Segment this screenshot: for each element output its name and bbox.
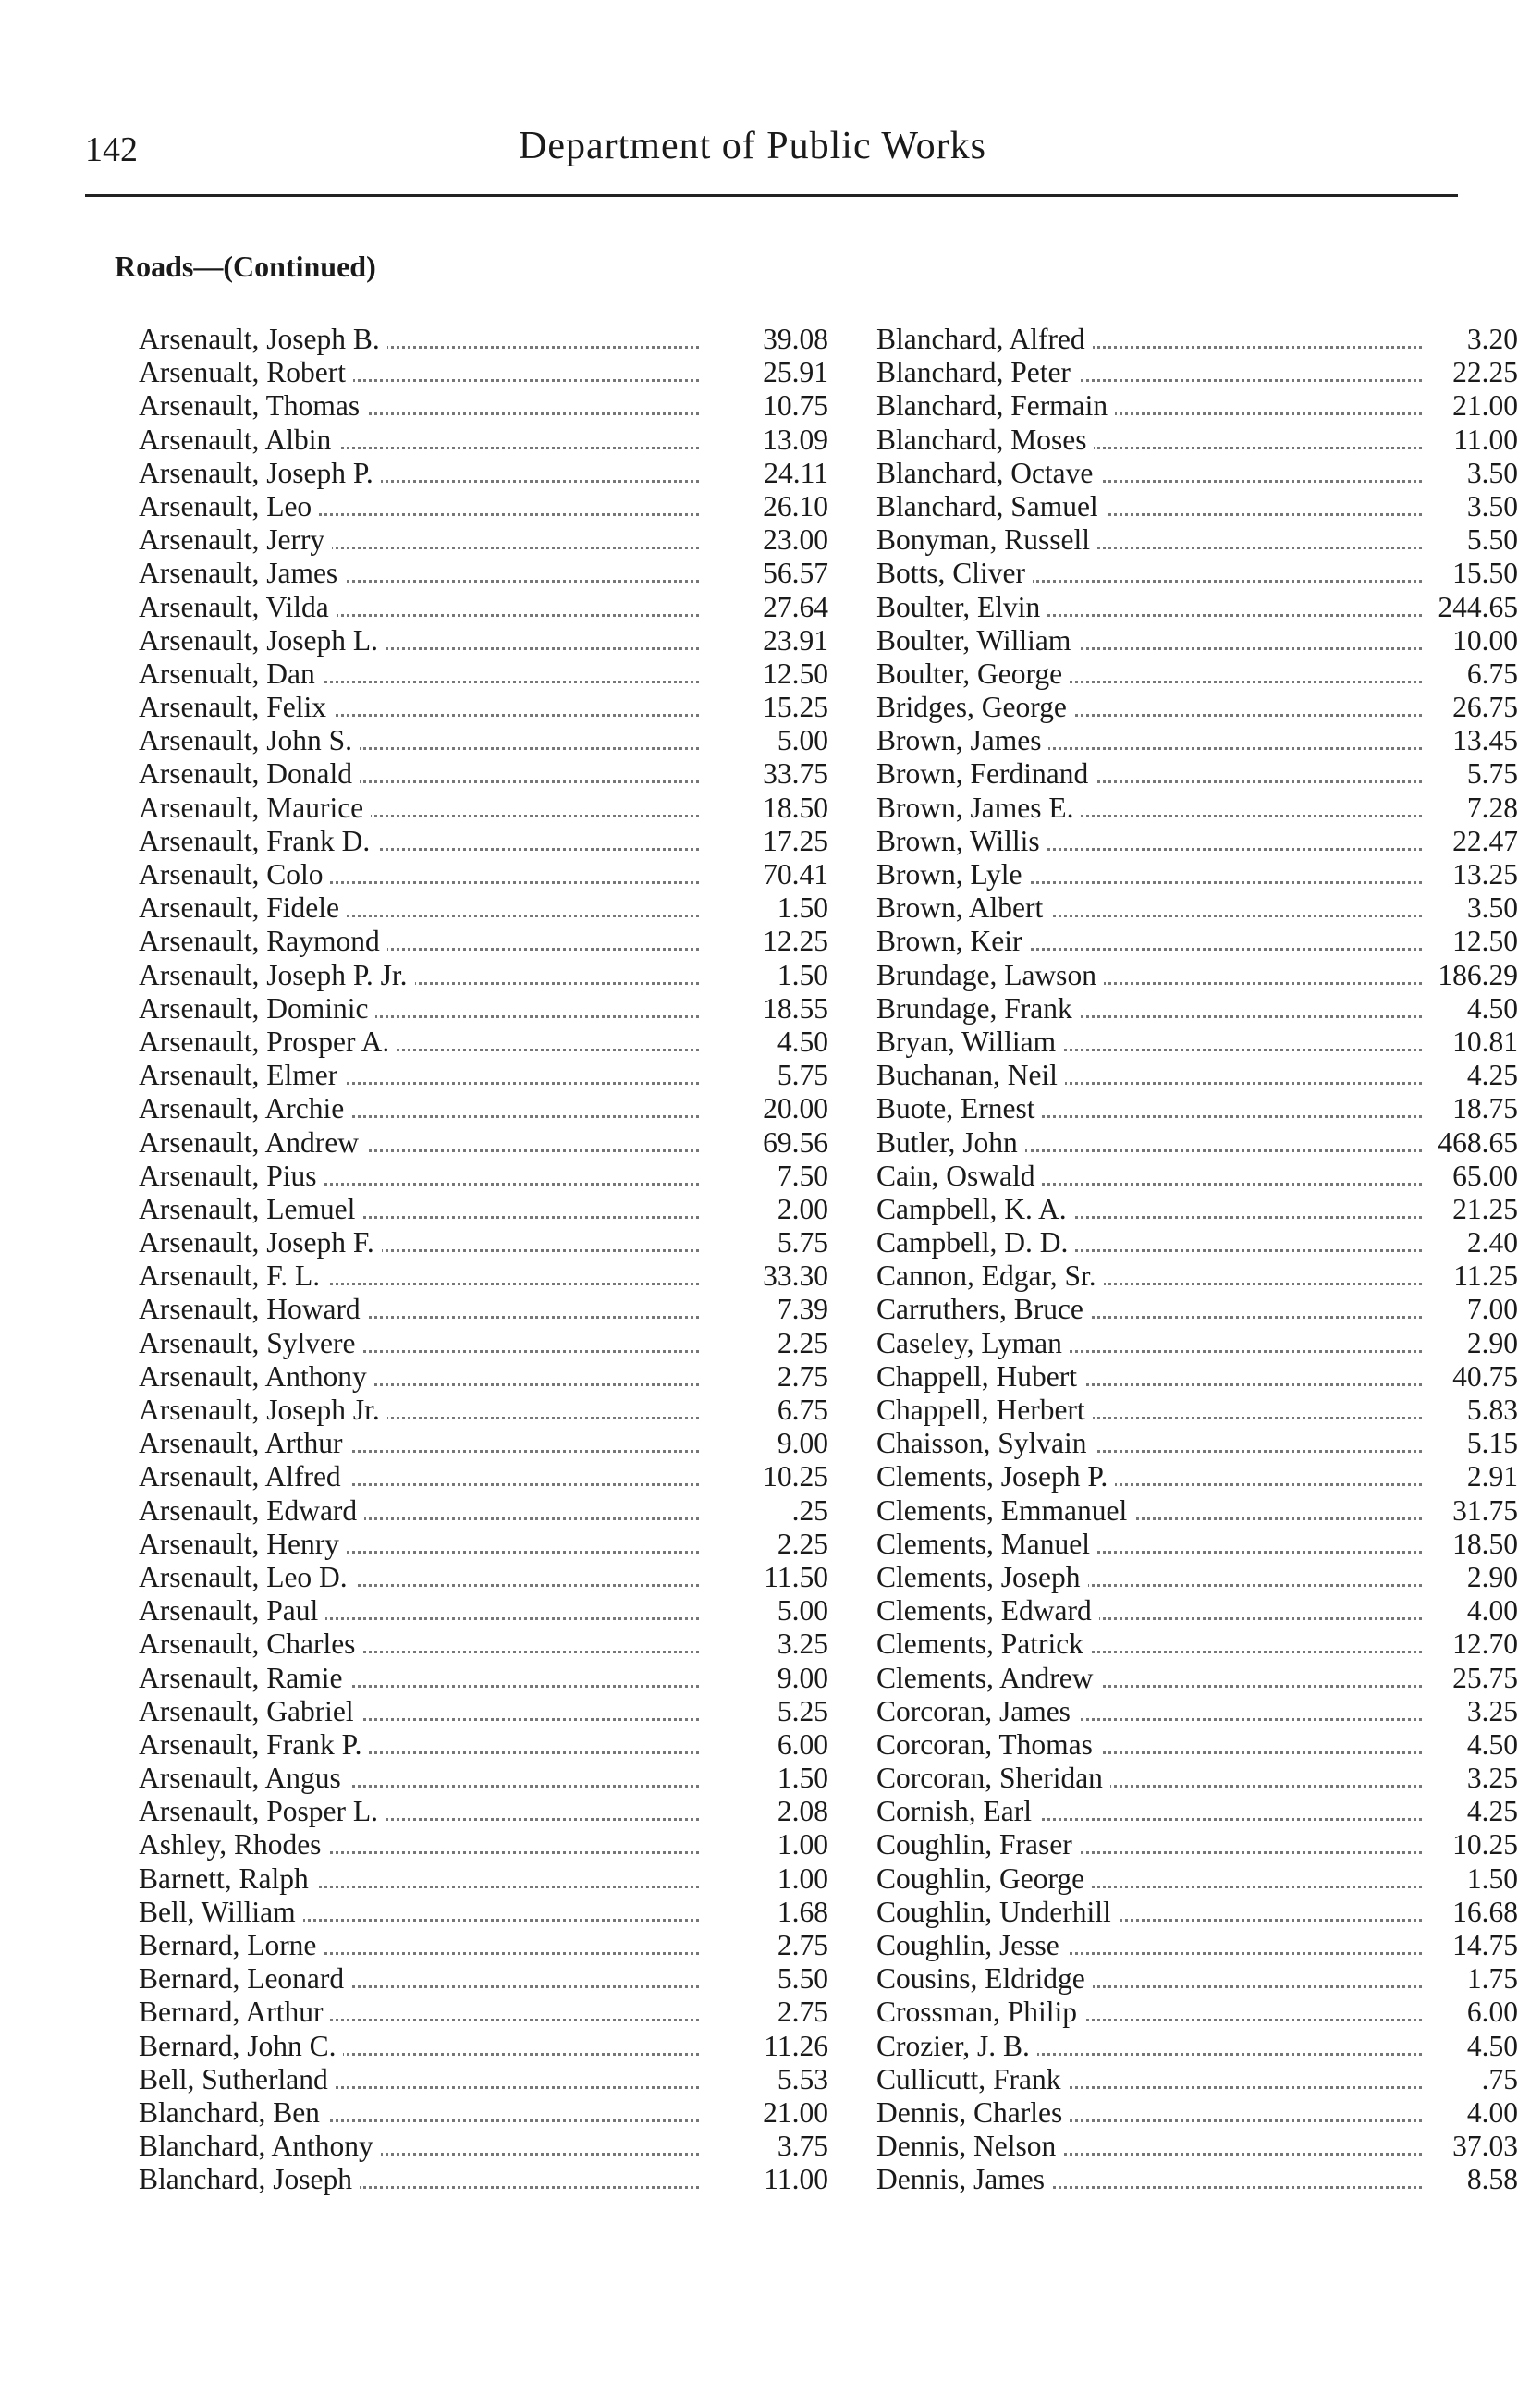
payee-name: Caseley, Lyman [876,1327,1070,1360]
payee-name: Cornish, Earl [876,1795,1039,1828]
payee-name: Clements, Joseph P. [876,1460,1115,1493]
payment-amount: 25.75 [1452,1661,1518,1694]
dot-leader [1024,1718,1422,1721]
payment-amount: 21.25 [1452,1192,1518,1225]
payment-amount: 8.58 [1466,2163,1518,2196]
payment-amount: 4.25 [1466,1059,1518,1092]
payee-name: Arsenault, Paul [139,1594,325,1628]
payee-name: Brown, Keir [876,925,1029,958]
payee-name: Brown, Lyle [876,858,1030,891]
payment-amount: 26.75 [1452,691,1518,724]
dot-leader [287,681,699,683]
payment-amount: 22.47 [1452,824,1518,857]
dot-leader [287,614,699,617]
payment-amount: 1.00 [777,1861,828,1895]
payee-name: Arsenault, Joseph P. Jr. [139,959,415,992]
dot-leader [1024,2053,1422,2056]
payment-amount: 2.91 [1466,1460,1518,1493]
payee-name: Clements, Patrick [876,1628,1091,1661]
payment-amount: 4.00 [1466,1594,1518,1628]
payment-amount: 7.50 [777,1159,828,1192]
dot-leader [1024,379,1422,382]
payee-name: Clements, Edward [876,1594,1099,1628]
payee-name: Arsenault, Fidele [139,891,347,925]
payee-name: Cain, Oswald [876,1160,1042,1193]
payment-amount: 24.11 [764,456,828,489]
dot-leader [287,2053,699,2056]
dot-leader [287,447,699,449]
dot-leader [287,1617,699,1620]
payee-name: Ashley, Rhodes [139,1828,328,1861]
payee-name: Arsenault, Donald [139,757,360,791]
payment-amount: 5.75 [777,1059,828,1092]
payment-amount: 2.25 [777,1527,828,1560]
dot-leader [1024,614,1422,617]
payee-name: Coughlin, Fraser [876,1828,1080,1861]
payee-name: Arsenault, Arthur [139,1427,349,1460]
dot-leader [287,2119,699,2122]
dot-leader [1024,681,1422,683]
payee-name: Bridges, George [876,691,1074,724]
payment-amount: 1.50 [777,958,828,991]
payee-name: Arsenault, Posper L. [139,1795,386,1828]
payment-amount: .75 [1481,2062,1518,2095]
payee-name: Arsenault, Colo [139,858,330,891]
payment-amount: 4.50 [777,1025,828,1058]
payment-amount: 21.00 [763,2095,828,2129]
dot-leader [1024,1183,1422,1186]
dot-leader [1024,1818,1422,1821]
payee-name: Carruthers, Bruce [876,1293,1091,1326]
payee-name: Chappell, Hubert [876,1360,1084,1394]
payment-amount: 11.00 [764,2163,828,2196]
payment-amount: 2.08 [777,1795,828,1828]
payee-name: Arsenault, F. L. [139,1259,327,1293]
payee-name: Blanchard, Alfred [876,323,1093,356]
payee-name: Arsenault, Howard [139,1293,368,1326]
payee-name: Blanchard, Joseph [139,2163,360,2196]
payee-name: Coughlin, George [876,1862,1092,1896]
payee-name: Clements, Manuel [876,1528,1097,1561]
dot-leader [287,580,699,583]
payment-amount: 2.75 [777,1359,828,1393]
dot-leader [1024,1149,1422,1152]
payee-name: Blanchard, Ben [139,2096,327,2130]
payee-name: Corcoran, Thomas [876,1728,1100,1762]
payee-name: Brown, James E. [876,792,1081,825]
payee-name: Arsenault, Gabriel [139,1695,361,1728]
payee-name: Arsenualt, Dan [139,657,323,691]
payment-amount: 25.91 [763,356,828,389]
dot-leader [1024,1350,1422,1353]
payee-name: Bryan, William [876,1026,1063,1059]
payment-amount: 10.25 [763,1460,828,1493]
payee-name: Boulter, William [876,624,1078,657]
section-heading: Roads—(Continued) [115,250,376,283]
payee-name: Dennis, Nelson [876,2130,1063,2163]
payment-amount: 5.83 [1466,1394,1518,1426]
payment-amount: 56.57 [763,557,828,590]
payee-name: Chappell, Herbert [876,1394,1093,1427]
payee-name: Arsenault, Felix [139,691,334,724]
payment-amount: 2.25 [777,1326,828,1359]
payee-name: Brundage, Lawson [876,959,1104,992]
payment-amount: 10.25 [1452,1828,1518,1861]
payment-amount: 4.50 [1466,2029,1518,2062]
payee-name: Cannon, Edgar, Sr. [876,1259,1104,1293]
dot-leader [1024,2153,1422,2156]
dot-leader [1024,2119,1422,2122]
payee-name: Crozier, J. B. [876,2030,1037,2063]
payee-name: Dennis, James [876,2163,1052,2196]
payment-amount: 4.25 [1466,1795,1518,1828]
payee-name: Arsenault, Maurice [139,792,371,825]
payment-amount: 10.81 [1452,1025,1518,1058]
payment-amount: 16.68 [1452,1895,1518,1928]
payment-amount: 7.28 [1466,791,1518,824]
payment-amount: 12.50 [1452,925,1518,958]
payee-name: Arsenualt, Robert [139,356,353,389]
payment-amount: 2.75 [777,1929,828,1961]
payment-amount: 1.50 [777,891,828,925]
payee-name: Barnett, Ralph [139,1862,316,1896]
payment-amount: 13.45 [1452,724,1518,757]
payment-amount: 2.90 [1466,1326,1518,1359]
payee-name: Campbell, D. D. [876,1226,1075,1259]
payment-amount: 3.25 [1466,1694,1518,1727]
payee-name: Arsenault, Pius [139,1160,324,1193]
payee-name: Arsenault, Joseph Jr. [139,1394,387,1427]
payment-amount: 12.50 [763,657,828,690]
payment-amount: 5.75 [1466,757,1518,791]
dot-leader [287,1082,699,1085]
payment-amount: 13.09 [763,423,828,456]
payment-amount: 5.53 [777,2062,828,2095]
payment-amount: 33.75 [763,757,828,791]
payment-amount: 18.75 [1452,1092,1518,1125]
dot-leader [1024,815,1422,817]
dot-leader [1024,1082,1422,1085]
payment-amount: 10.00 [1452,623,1518,657]
payment-amount: 1.50 [777,1762,828,1795]
dot-leader [287,513,699,516]
payment-amount: 3.50 [1466,456,1518,489]
payee-name: Arsenault, Elmer [139,1059,345,1092]
dot-leader [1024,915,1422,917]
payment-amount: 69.56 [763,1125,828,1159]
payment-amount: 23.91 [763,623,828,657]
payee-name: Arsenault, Leo D. [139,1561,355,1594]
payee-name: Arsenault, Joseph P. [139,457,381,490]
payee-name: Brundage, Frank [876,992,1080,1026]
payee-name: Cousins, Eldridge [876,1962,1093,1996]
payment-amount: 15.50 [1452,557,1518,590]
payment-amount: 3.50 [1466,891,1518,925]
payee-name: Arsenault, Archie [139,1092,351,1125]
payee-name: Arsenault, Angus [139,1762,349,1795]
payment-amount: 1.75 [1466,1962,1518,1996]
payee-name: Butler, John [876,1126,1025,1160]
payment-amount: 3.20 [1466,323,1518,355]
payment-amount: 14.75 [1452,1929,1518,1961]
payee-name: Arsenault, Ramie [139,1662,349,1695]
payment-amount: 33.30 [763,1259,828,1293]
payee-name: Coughlin, Underhill [876,1896,1119,1929]
dot-leader [287,1283,699,1285]
payee-name: Bernard, Lorne [139,1929,324,1962]
payment-amount: 5.50 [1466,523,1518,557]
payee-name: Arsenault, Henry [139,1528,347,1561]
payment-amount: 18.55 [763,991,828,1025]
dot-leader [1024,848,1422,851]
payee-name: Arsenault, Joseph L. [139,624,386,657]
dot-leader [1024,948,1422,951]
payee-name: Arsenault, Leo [139,490,319,523]
payment-amount: 186.29 [1438,958,1518,991]
payee-name: Buchanan, Neil [876,1059,1065,1092]
payee-name: Brown, James [876,724,1048,757]
payee-name: Bernard, Arthur [139,1996,330,2029]
dot-leader [287,1851,699,1854]
dot-leader [1024,1851,1422,1854]
payment-amount: 31.75 [1452,1493,1518,1527]
payment-amount: 3.50 [1466,489,1518,522]
payment-amount: 1.00 [777,1828,828,1861]
payment-amount: 15.25 [763,691,828,724]
payment-amount: 3.25 [1466,1762,1518,1795]
payee-name: Buote, Ernest [876,1092,1042,1125]
payee-name: Brown, Ferdinand [876,757,1096,791]
payee-name: Cullicutt, Frank [876,2063,1069,2096]
payee-name: Bernard, John C. [139,2030,343,2063]
payee-name: Blanchard, Fermain [876,389,1115,423]
payment-amount: 244.65 [1438,590,1518,623]
payment-amount: 5.15 [1466,1427,1518,1460]
payee-name: Arsenault, Vilda [139,591,337,624]
payment-amount: 27.64 [763,590,828,623]
payee-name: Campbell, K. A. [876,1193,1074,1226]
payment-amount: 2.00 [777,1192,828,1225]
dot-leader [287,1952,699,1955]
payment-amount: 10.75 [763,389,828,423]
payee-name: Arsenault, John S. [139,724,360,757]
payee-name: Bell, William [139,1896,303,1929]
payment-amount: 3.75 [777,2130,828,2163]
payment-amount: 11.00 [1453,423,1518,456]
payee-name: Coughlin, Jesse [876,1929,1067,1962]
dot-leader [1024,881,1422,884]
payment-amount: 70.41 [763,858,828,891]
dot-leader [1024,1952,1422,1955]
payee-name: Blanchard, Anthony [139,2130,381,2163]
payment-amount: 2.40 [1466,1226,1518,1259]
payee-name: Arsenault, Alfred [139,1460,349,1493]
payment-amount: 18.50 [763,791,828,824]
payee-name: Bell, Sutherland [139,2063,336,2096]
payee-name: Arsenault, Edward [139,1494,364,1528]
payment-amount: 6.00 [1466,1996,1518,2029]
payee-name: Arsenault, Frank P. [139,1728,369,1762]
payee-name: Boulter, Elvin [876,591,1047,624]
payee-name: Arsenault, Jerry [139,523,332,557]
payment-amount: 11.50 [764,1560,828,1593]
payment-amount: 21.00 [1452,389,1518,423]
dot-leader [1024,747,1422,750]
payee-name: Dennis, Charles [876,2096,1070,2130]
payment-amount: 5.50 [777,1962,828,1996]
payee-name: Clements, Joseph [876,1561,1088,1594]
payee-name: Bonyman, Russell [876,523,1097,557]
payee-name: Arsenault, Joseph F. [139,1226,382,1259]
payee-name: Arsenault, Andrew [139,1126,366,1160]
dot-leader [287,881,699,884]
payee-name: Crossman, Philip [876,1996,1084,2029]
payment-amount: .25 [791,1493,828,1527]
payee-name: Arsenault, Raymond [139,925,387,958]
dot-leader [1024,1115,1422,1118]
payee-name: Arsenault, Dominic [139,992,375,1026]
payee-name: Clements, Emmanuel [876,1494,1134,1528]
payment-amount: 2.90 [1466,1560,1518,1593]
dot-leader [287,915,699,917]
dot-leader [1024,647,1422,650]
payment-amount: 5.00 [777,724,828,757]
payee-name: Arsenault, Sylvere [139,1327,362,1360]
payment-amount: 5.75 [777,1226,828,1259]
payment-amount: 1.50 [1466,1861,1518,1895]
payment-amount: 5.00 [777,1594,828,1628]
payment-amount: 37.03 [1452,2130,1518,2163]
payment-amount: 7.00 [1466,1293,1518,1326]
dot-leader [287,547,699,549]
payee-name: Boulter, George [876,657,1070,691]
payment-amount: 6.00 [777,1727,828,1761]
payee-name: Brown, Albert [876,891,1050,925]
payee-name: Blanchard, Peter [876,356,1078,389]
dot-leader [1024,580,1422,583]
dot-leader [287,2019,699,2021]
payment-amount: 6.75 [777,1394,828,1426]
header-rule [85,194,1458,197]
payee-name: Corcoran, Sheridan [876,1762,1110,1795]
payment-amount: 4.50 [1466,991,1518,1025]
payment-amount: 7.39 [777,1293,828,1326]
payee-name: Blanchard, Octave [876,457,1100,490]
payment-amount: 5.25 [777,1694,828,1727]
dot-leader [287,1886,699,1888]
payment-amount: 1.68 [777,1895,828,1928]
payment-amount: 11.25 [1453,1259,1518,1293]
dot-leader [287,1919,699,1922]
payee-name: Arsenault, Joseph B. [139,323,387,356]
payment-amount: 4.00 [1466,2095,1518,2129]
dot-leader [1024,1049,1422,1051]
payee-name: Botts, Cliver [876,557,1033,590]
dot-leader [287,1483,699,1486]
payee-name: Clements, Andrew [876,1662,1100,1695]
payee-name: Chaisson, Sylvain [876,1427,1095,1460]
payment-amount: 12.70 [1452,1628,1518,1661]
payment-amount: 20.00 [763,1092,828,1125]
payee-name: Bernard, Leonard [139,1962,351,1996]
payment-amount: 22.25 [1452,356,1518,389]
payee-name: Arsenault, Thomas [139,389,367,423]
payment-amount: 468.65 [1438,1125,1518,1159]
payee-name: Arsenault, Albin [139,424,338,457]
dot-leader [1024,1216,1422,1219]
payee-name: Arsenault, Frank D. [139,825,377,858]
payment-amount: 65.00 [1452,1159,1518,1192]
payment-amount: 39.08 [763,323,828,355]
payment-amount: 12.25 [763,925,828,958]
payment-amount: 9.00 [777,1661,828,1694]
payment-amount: 40.75 [1452,1359,1518,1393]
payee-name: Arsenault, Charles [139,1628,362,1661]
dot-leader [1024,1015,1422,1018]
payment-amount: 18.50 [1452,1527,1518,1560]
running-head: Department of Public Works [519,125,986,167]
payee-name: Arsenault, Prosper A. [139,1026,397,1059]
dot-leader [287,1785,699,1788]
payment-amount: 13.25 [1452,858,1518,891]
payment-amount: 26.10 [763,489,828,522]
payment-amount: 9.00 [777,1427,828,1460]
payment-amount: 3.25 [777,1628,828,1661]
page-number: 142 [85,130,138,169]
dot-leader [287,714,699,717]
dot-leader [287,1183,699,1186]
dot-leader [1024,1249,1422,1252]
dot-leader [287,1551,699,1554]
dot-leader [1024,2186,1422,2189]
payee-name: Brown, Willis [876,825,1047,858]
payee-name: Blanchard, Samuel [876,490,1106,523]
dot-leader [1024,714,1422,717]
payee-name: Corcoran, James [876,1695,1078,1728]
payment-amount: 4.50 [1466,1727,1518,1761]
payment-amount: 23.00 [763,523,828,557]
payment-amount: 11.26 [764,2029,828,2062]
dot-leader [287,2086,699,2089]
payee-name: Blanchard, Moses [876,424,1094,457]
dot-leader [1024,2086,1422,2089]
payment-amount: 2.75 [777,1996,828,2029]
payee-name: Arsenault, Anthony [139,1360,374,1394]
payee-name: Arsenault, Lemuel [139,1193,362,1226]
payee-name: Arsenault, James [139,557,345,590]
payment-amount: 17.25 [763,824,828,857]
payment-amount: 6.75 [1466,657,1518,690]
